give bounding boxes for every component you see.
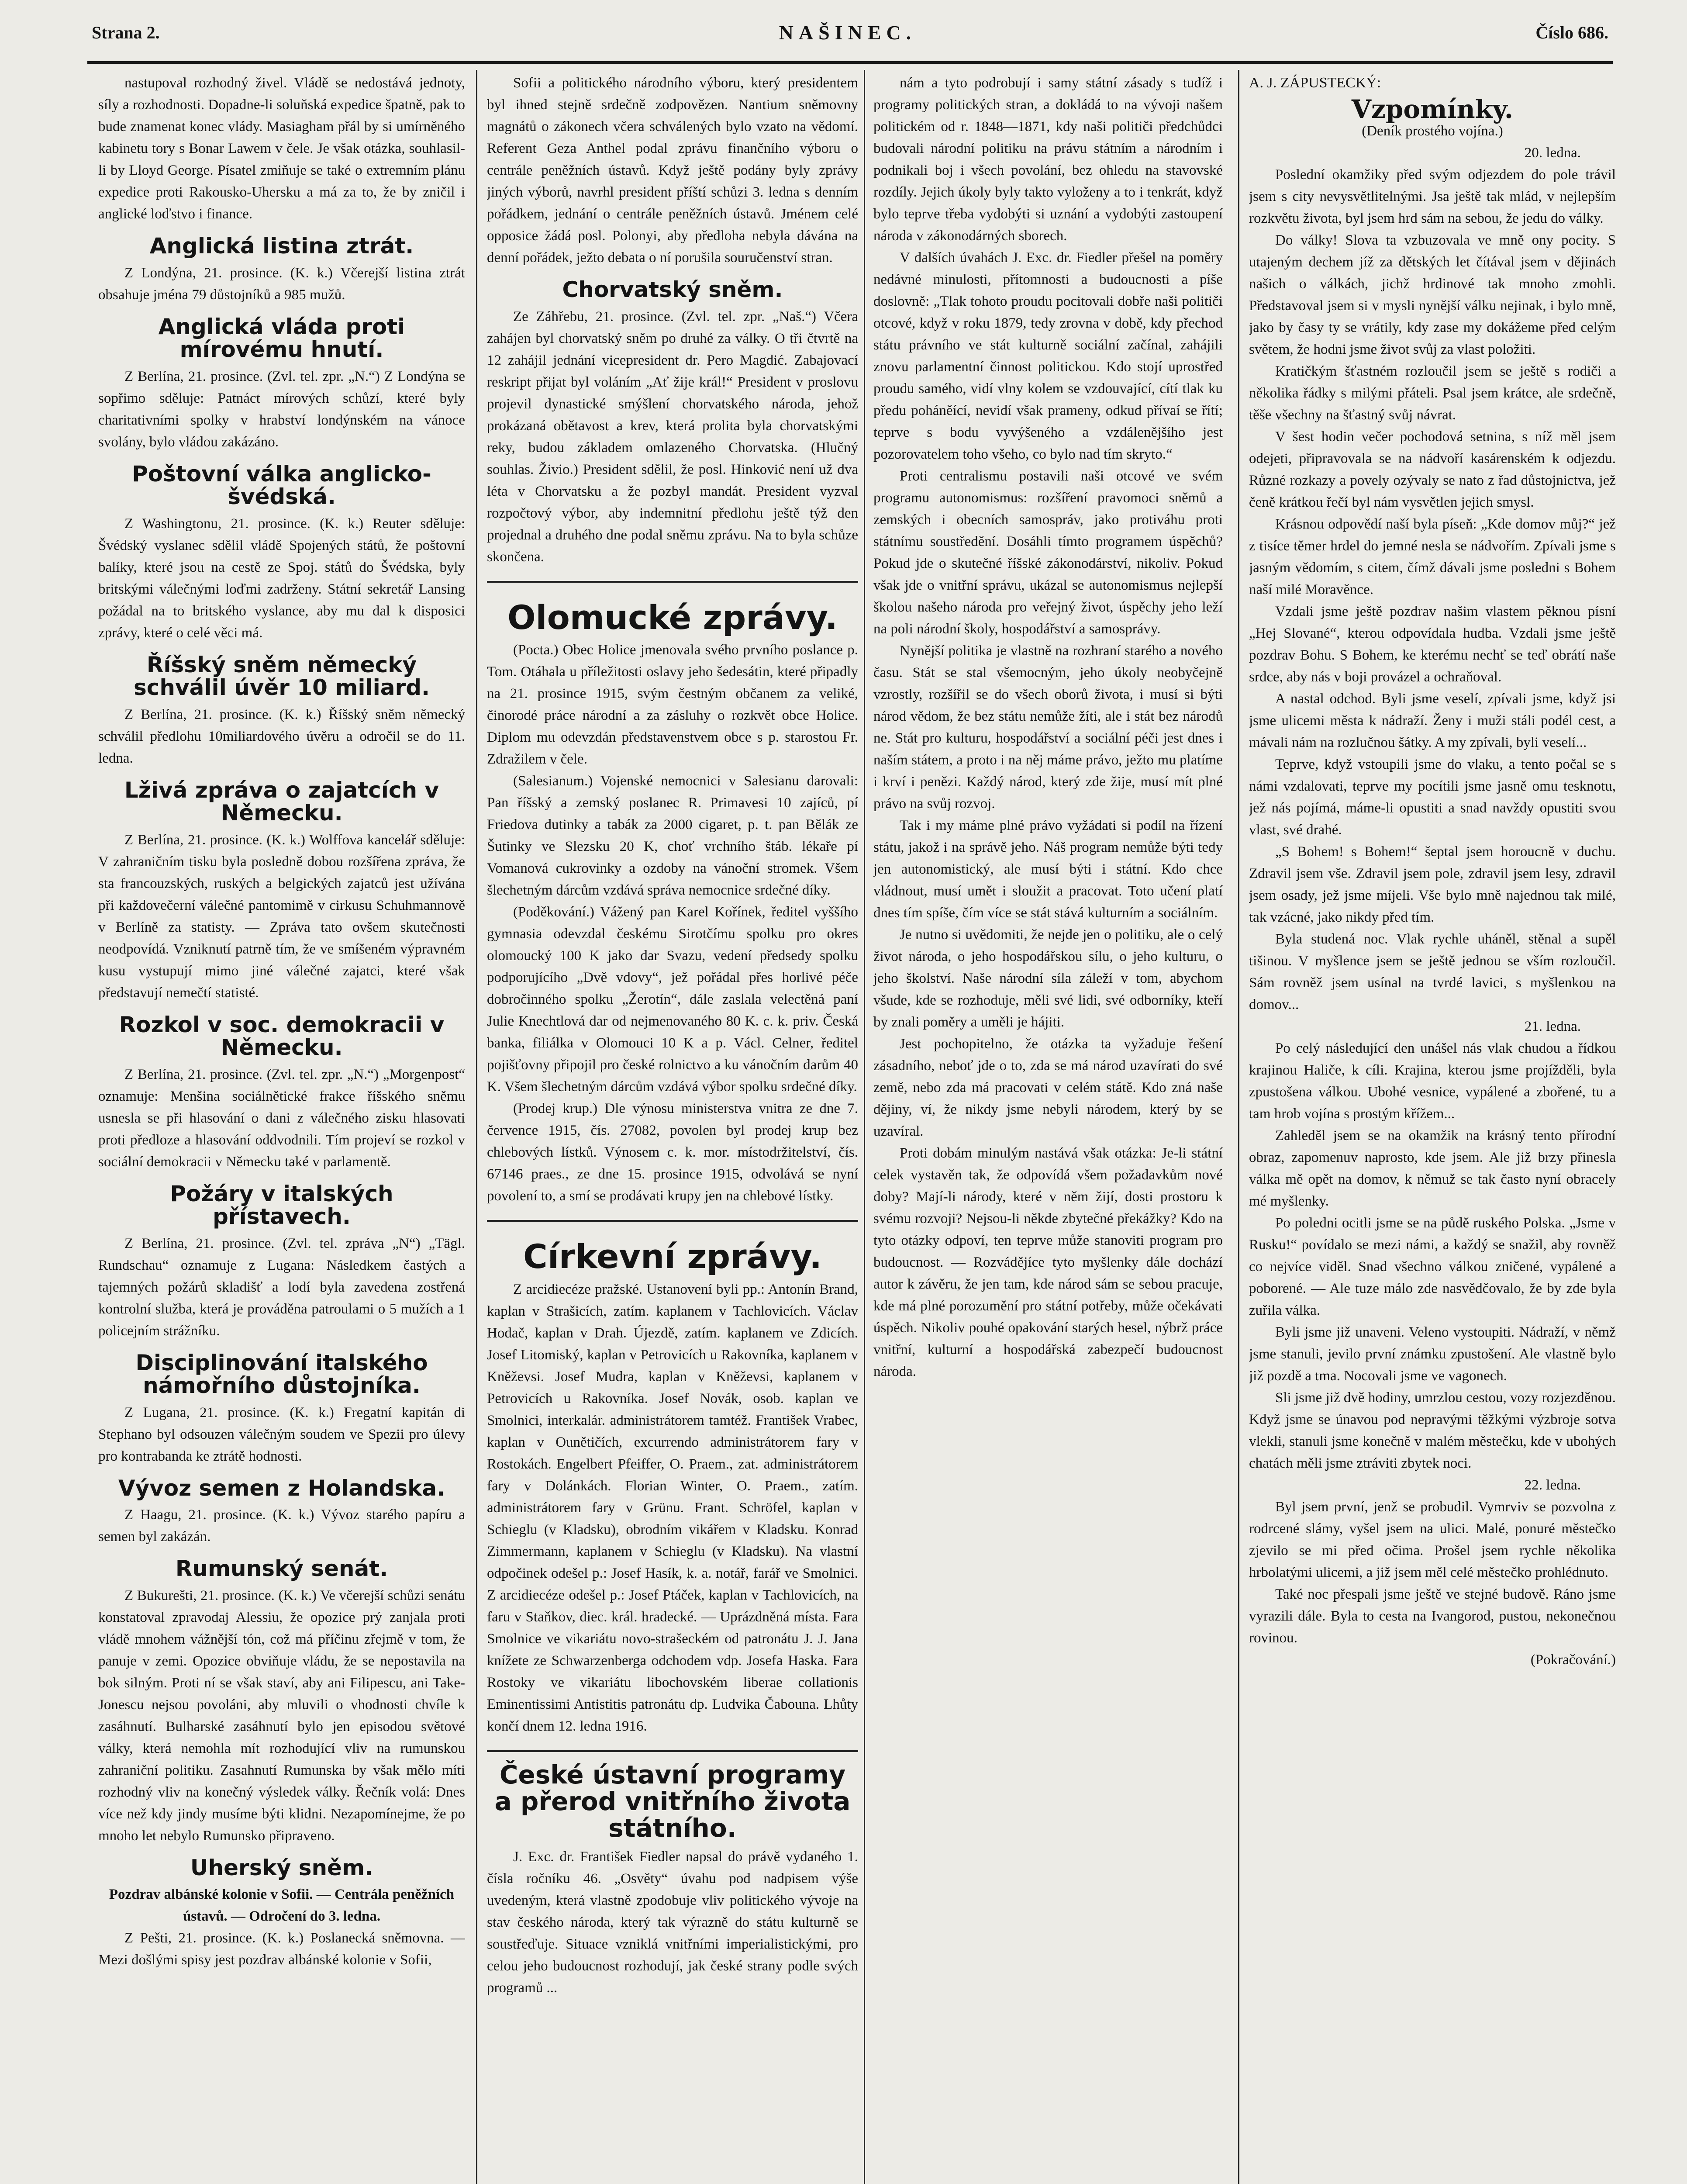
page-header — [92, 6, 1608, 59]
article-text: Z Washingtonu, 21. prosince. (K. k.) Reuter sděluje: Švédský vyslanec sdělil vládě Spojených států, že poštovní balíky, které jsou na cestě ze Spoj. států do Švédska, byly britskými válečnými loďmi zadrženy. Státní sekretář Lansing požádal na to britského vyslance, aby mu dal k disposici zprávy, které o celé věci má. — [98, 515, 465, 641]
article-text: „S Bohem! s Bohem!“ šeptal jsem horoucně v duchu. Zdravil jsem vše. Zdravil jsem pole, zdravil jsem lesy, zdravil jsem osady, jež jsme míjeli. Vše bylo mně najednou tak milé, tak vzácné, jako nikdy před tím. — [1249, 844, 1616, 925]
feuilleton-author: A. J. ZÁPUSTECKÝ: — [1249, 75, 1381, 91]
article-text: Z Berlína, 21. prosince. (Zvl. tel. zpr. „N.“) „Morgenpost“ oznamuje: Menšina sociálnětické frakce říšského sněmu usnesla se při hlasování o dani z válečného zisku hlasovati proti předloze a hlasování oddvodnili. Tím projeví se rozkol v sociální demokracii v Německu také v parlamentě. — [98, 1066, 465, 1170]
article-text: Proti centralismu postavili naši otcové ve svém programu autonomismus: rozšíření pravomoci sněmů a zemských i obecních samospráv, jako protiváhu proti státnímu soustředění. Dosáhli tímto programem úspěchů? Pokud jde o skutečné říšské zákonodárství, nikoliv. Pokud však jde o vnitřní správu, ukázal se autonomismus nejlepší školou našeho národa pro veřejný život, úspěchy jeho leží na poli národní školy, hospodářství a samosprávy. — [873, 468, 1223, 637]
article-text: Z Lugana, 21. prosince. (K. k.) Fregatní kapitán di Stephano byl odsouzen válečným soudem ve Spezii pro úlevy pro kontrabanda ke ztrátě hodnosti. — [98, 1404, 465, 1464]
headline: Rozkol v soc. demokracii v Německu. — [119, 1012, 445, 1060]
article-text: Z Bukurešti, 21. prosince. (K. k.) Ve včerejší schůzi senátu konstatoval zpravodaj Alessiu, že opozice prý zanjala proti vládě mnohem vážnější tón, což má příčinu zřejmě v tom, že panuje v zemi. Opozice obviňuje vládu, že se nepostavila na bok silným. Proti ní se však staví, aby ani Filipescu, ani Take-Jonescu nejsou povoláni, aby mluvili o vhodnosti chvíle k zasáhnutí. Bulharské zasáhnutí bylo jen episodou světové války, která nemohla mít rozhodující vliv na rumunskou zahraniční politiku. Zasahnutí Rumunska by však mělo míti rozhodný vliv na konečný výsledek války. Řečník volá: Dnes více než kdy jindy musíme býti klidni. Nezapomínejme, že po mnoho let nebylo Rumunsko připraveno. — [98, 1587, 465, 1844]
section-rule — [487, 1220, 858, 1222]
column-1 — [98, 72, 465, 2184]
article-text: Kratičkým šťastném rozloučil jsem se ještě s rodiči a několika řádky s milými přáteli. Psal jsem krátce, ale srdečně, těše všechny na šťastný svůj návrat. — [1249, 363, 1616, 423]
article-text: Je nutno si uvědomiti, že nejde jen o politiku, ale o celý život národa, o jeho hospodářskou sílu, o jeho kulturu, o jeho školství. Naše národní síla záleží v tom, abychom všude, kde se rozhoduje, měli své lidi, své odborníky, kteří by znali poměry a uměli je hájiti. — [873, 927, 1223, 1030]
headline: Rumunský senát. — [175, 1556, 388, 1581]
article-text: Z Londýna, 21. prosince. (K. k.) Včerejší listina ztrát obsahuje jména 79 důstojníků a 985 mužů. — [98, 265, 465, 303]
headline: Chorvatský sněm. — [562, 277, 783, 302]
headline: Disciplinování italského námořního důstojníka. — [135, 1350, 428, 1398]
article-text: Proti dobám minulým nastává však otázka: Je-li státní celek vystavěn tak, že odpovídá všem požadavkům nové doby? Mají-li národy, které v něm žijí, dosti prostoru k svému rozvoji? Nejsou-li někde zbytečné překážky? Kdo na tyto otázky odpoví, ten teprve může stanoviti program pro budoucnost. — Rozvádějíce tyto myšlenky dále dochází autor k závěru, že jen tam, kde národ sám se sebou pracuje, kde má plné porozumění pro státní potřeby, může očekávati úspěch. Nikoliv pouhé opakování starých hesel, nýbrž práce vnitřní, kulturní a hospodářská zabezpečí budoucnost národa. — [873, 1145, 1223, 1379]
section-title: Olomucké zprávy. — [507, 598, 838, 637]
column-4 — [1249, 72, 1616, 2184]
article-text: Z Berlína, 21. prosince. (K. k.) Wolffova kancelář sděluje: V zahraničním tisku byla posledně dobou rozšířena zpráva, že sta francouzských, ruských a belgických zajatců jest užívána při každovečerní válečné pantomimě v cirkusu Schuhmannově v Berlíně za statisty. — Zpráva tato ovšem skutečnosti neodpovídá. Vzniknutí patrně tím, že ve smíšeném výpravném kusu vystupují mimo jiné válečné zajatci, které však představují nemečtí statisté. — [98, 832, 465, 1001]
article-text: Byli jsme již unaveni. Veleno vystoupiti. Nádraží, v němž jsme stanuli, jevilo první známku zpustošení. Ale vlastně bylo již pozdě a tma. Nocovali jsme ve vagonech. — [1249, 1324, 1616, 1384]
column-separator — [476, 70, 477, 2184]
article-text: Sofii a politického národního výboru, který presidentem byl ihned stejně srdečně zodpovězen. Nantium sněmovny magnátů o zákonech včera schválených bylo vzato na vědomí. Referent Geza Anthel podal zprávu finančního výboru o centrále peněžních ústavů. Když ještě podány byly zprávy jiných výborů, navrhl president příští schůzi 3. ledna s denním pořádkem, jednání o centrále peněžních ústavů. Jménem celé opposice žádá posl. Polonyi, aby předloha nebyla dávána na denní pořádek, ježto debata o ní porušila souručenství stran. — [487, 75, 858, 266]
diary-date: 20. ledna. — [1524, 145, 1581, 161]
article-text: Z arcidiecéze pražské. Ustanovení byli pp.: Antonín Brand, kaplan v Strašicích, zatím. kaplanem v Tachlovicích. Václav Hodač, kaplan v Drah. Újezdě, zatím. kaplanem ve Zdicích. Josef Litomiský, kaplan v Petrovicích u Rakovníka, kaplanem v Kněževsi. Josef Mudra, kaplan v Kněževsi, kaplanem v Petrovicích u Rakovníka. Josef Novák, osob. kaplan ve Smolnici, interkalár. administrátorem tamtéž. František Vrabec, kaplan v Ounětičích, excurrendo administrátorem fary v Rostokách. Engelbert Pfeiffer, O. Praem., zat. administrátorem fary v Dolánkách. Florian Winter, O. Praem., zatím. administrátorem fary v Grünu. Frant. Schröfel, kaplan v Schieglu (v Kladsku), obrodním vikářem v Kladsku. Konrad Zimmermann, kaplanem v Schieglu (v Kladsku). Na vlastní odpočinek odešel p.: Josef Hasík, k. a. notář, farář ve Smolnici. Z arcidiecéze odešel p.: Josef Ptáček, kaplan v Tachlovicích, na faru v Staňkov, diec. král. hradecké. — Uprázdněná místa. Fara Smolnice ve vikariátu novo-strašeckém od patronátu J. J. Jana knížete ze Schwarzenberga odchodem vdp. Josefa Haska. Fara Rostoky ve vikariátu libochovském liberae collationis Eminentissimi Antistitis patronátu dp. Ludvika Čabouna. Lhůty končí dnem 12. ledna 1916. — [487, 1282, 858, 1735]
article-text: A nastal odchod. Byli jsme veselí, zpívali jsme, když jsi jsme ulicemi města k nádraží. Ženy i muži stáli podél cest, a mávali nám na rozlučnou šátky. A my zpívali, byli veselí... — [1249, 691, 1616, 750]
article-text: Zahleděl jsem se na okamžik na krásný tento přírodní obraz, zapomenuv naprosto, kde jsem. Ale již brzy přinesla válka mě opět na domov, k němuž se tak často nyní obracely mé myšlenky. — [1249, 1128, 1616, 1209]
article-text: (Poděkování.) Vážený pan Karel Kořínek, ředitel vyššího gymnasia odevzdal českému Sirotčímu spolku pro okres olomoucký 100 K jako dar Svazu, vedení předsedy spolku podporujícího „Dvě vdovy“, jež pořádal přes horlivé péče dobročinného spolku „Žerotín“, dále zaslala velectěná paní Julie Knechtlová dar od nejmenovaného 80 K. c. k. priv. Česká banka, filiálka v Olomouci 10 K a p. Václ. Celner, ředitel pojišťovny připojil pro české rolnictvo a ku vánočním darům 40 K. Všem šlechetným dárcům vzdává výbor spolku srdečné díky. — [487, 904, 858, 1095]
article-text: Také noc přespali jsme ještě ve stejné budově. Ráno jsme vyrazili dále. Byla to cesta na Ivangorod, pustou, nekonečnou rovinou. — [1249, 1586, 1616, 1646]
article-text: Sli jsme již dvě hodiny, umrzlou cestou, vozy rozjezděnou. Když jsme se únavou pod nepravými těžkými výzbroje sotva vlekli, stanuli jsme konečně v malém městečku, kde v ubohých chatách měli jsme ztráviti zbytek noci. — [1249, 1390, 1616, 1471]
article-subhead: Pozdrav albánské kolonie v Sofii. — Centrála peněžních ústavů. — Odročení do 3. ledna. — [109, 1887, 455, 1924]
article-text: Z Berlína, 21. prosince. (K. k.) Říšský sněm německý schválil předlohu 10miliardového úvěru a odročil se do 11. ledna. — [98, 706, 465, 766]
diary-date: 22. ledna. — [1524, 1477, 1581, 1493]
article-text: Byla studená noc. Vlak rychle uháněl, stěnal a supěl tišinou. V myšlence jsem se ještě jednou se vším rozloučil. Sám rovněž jsem usínal na tvrdé lavici, s myšlenkou na domov... — [1249, 931, 1616, 1013]
masthead-title: NAŠINEC. — [779, 21, 917, 44]
article-text: Teprve, když vstoupili jsme do vlaku, a tento počal se s námi vzdalovati, teprve my pocítili jsme jasně omu tesknotu, jež nás pojímá, máme-li opustiti a snad navždy opustiti svou vlast, své drahé. — [1249, 757, 1616, 838]
issue-number-label: Číslo 686. — [1535, 22, 1608, 42]
article-text: Tak i my máme plné právo vyžádati si podíl na řízení státu, jakož i na správě jeho. Náš program nemůže býti tedy jen autonomistický, ale musí býti i státní. Kdo chce vládnout, musí umět i sloužit a pracovat. Toto učení platí dnes tím spíše, čím více se stát stává kulturním a sociálním. — [873, 818, 1223, 921]
continued-note: (Pokračování.) — [1530, 1652, 1616, 1668]
article-text: Do války! Slova ta vzbuzovala ve mně ony pocity. S utajeným dechem jíž za dětských let čítával jsem v dějinách našich o válkách, jichž hrdinové tak mnoho zmohli. Představoval jsem si v mysli nynější válku nejinak, i bylo mně, jako by časy ty se vrátily, kdy zase my dokážeme před celým světem, že hodni jsme život svůj za vlast položiti. — [1249, 232, 1616, 357]
feuilleton-title: Vzpomínky. — [1351, 94, 1514, 124]
headline: Uherský sněm. — [190, 1855, 373, 1880]
article-text: Z Berlína, 21. prosince. (Zvl. tel. zpr. „N.“) Z Londýna se sopřimo sděluje: Patnáct mírových schůzí, které byly charitativními spolky v hrabství londýnském na vánoce svolány, bylo vládou zakázáno. — [98, 368, 465, 450]
article-text: Po poledni ocitli jsme se na půdě ruského Polska. „Jsme v Rusku!“ povídalo se mezi námi, a každý se snažil, aby rovněž co nejvíce viděl. Snad všechno válkou zničené, vypálené a poborené. — Ale tuze málo zde nasvědčovalo, že by zde byla zuřila válka. — [1249, 1215, 1616, 1318]
section-rule — [487, 581, 858, 583]
headline: Požáry v italských přístavech. — [170, 1181, 393, 1229]
article-text: V dalších úvahách J. Exc. dr. Fiedler přešel na poměry nedávné minulosti, přítomnosti a budoucnosti a píše doslovně: „Tlak tohoto proudu pocitovali dobře naši političi otcové, když v roku 1879, tedy zrovna v době, kdy přechod státu právního ve stát kulturně sociální začínal, zahájili znovu parlamentní činnost politickou. Kdo stojí uprostřed proudu samého, vidí vlny kolem se vzdouvající, cítí tlak ku předu poháněící, nevidí však prameny, odkud přívaí se řítí; teprve s bodu vyvýšeného a vzdálenějšího jest pozorovatelem toho všeho, co bylo nad tím skryto.“ — [873, 250, 1223, 462]
column-2 — [487, 72, 858, 2184]
article-text: Jest pochopitelno, že otázka ta vyžaduje řešení zásadního, neboť jde o to, zda se má národ uzavírati do své země, nebo zda má pracovati v celém státě. Kdo zná naše dějiny, ví, že nikdy jsme nebyli národem, který by se uzavíral. — [873, 1036, 1223, 1139]
headline: Říšský sněm německý schválil úvěr 10 miliard. — [133, 652, 430, 700]
article-text: Z Haagu, 21. prosince. (K. k.) Vývoz starého papíru a semen byl zakázán. — [98, 1507, 465, 1545]
article-text: Vzdali jsme ještě pozdrav našim vlastem pěknou písní „Hej Slované“, kterou odpovídala hudba. Vzdali jsme ještě pozdrav Bohu. S Bohem, ke kterému nechť se teď obrátí naše srdce, aby nás v boji provázel a ochraňoval. — [1249, 604, 1616, 685]
headline: Poštovní válka anglicko-švédská. — [132, 461, 431, 509]
article-text: Byl jsem první, jenž se probudil. Vymrviv se pozvolna z rodrcené slámy, vyšel jsem na ulici. Malé, ponuré městečko zjevilo se mi před očima. Prošel jsem rychle několika hrbolatými ulicemi, a již jsem měl celé městečko prohlédnuto. — [1249, 1499, 1616, 1580]
article-text: Krásnou odpovědí naší byla píseň: „Kde domov můj?“ jež z tisíce těmer hrdel do jemné nesla se nádvořím. Zpívali jsme s jasným vědomím, s citem, čímž dávali jsme posledni s Bohem naší milé Moravěnce. — [1249, 516, 1616, 598]
diary-date: 21. ledna. — [1524, 1019, 1581, 1034]
article-text: Poslední okamžiky před svým odjezdem do pole trávil jsem s city nevysvětlitelnými. Jsa ještě tak mlád, v nejlepším rozkvětu života, byl jsem hrd sám na sebou, že jedu do války. — [1249, 167, 1616, 226]
headline: Lživá zpráva o zajatcích v Německu. — [124, 777, 439, 826]
section-title: Církevní zprávy. — [523, 1237, 822, 1276]
article-text: V šest hodin večer pochodová setnina, s níž měl jsem odejeti, připravovala se na nádvoří kasárenském k odjezdu. Různé rozkazy a povely ozývaly se nato z řad důstojnictva, jež čeně krátkou řečí byl nám vysvětlen jejich smysl. — [1249, 429, 1616, 510]
article-text: (Prodej krup.) Dle výnosu ministerstva vnitra ze dne 7. července 1915, čís. 27082, povolen byl prodej krup bez chlebových lístků. Výnosem c. k. mor. místodržitelství, čís. 67146 praes., ze dne 15. prosince 1915, odvolává se nyní povolení to, a smí se prodávati krupy jen na chlebové lístky. — [487, 1101, 858, 1204]
article-text: Ze Záhřebu, 21. prosince. (Zvl. tel. zpr. „Naš.“) Včera zahájen byl chorvatský sněm po druhé za války. O tři čtvrtě na 12 zahájil jednání vicepresident dr. Pero Magdić. Zabajovací reskript přijat byl voláním „Ať žije král!“ President v proslovu projevil dynastické smýšlení chorvatského národa, jehož prokázaná obětavost a krev, která prolita byla chorvatskými reky, budou základem omlazeného Chorvatska. (Hlučný souhlas. Živio.) President sdělil, že posl. Hinković není už dva léta v Chorvatsku a že pozbyl mandát. President vyzval rozpočtový výbor, aby indemnitní předlohu ještě týž den projednal a druhého dne podal sněmu zprávu. Na to byla schůze skončena. — [487, 308, 858, 565]
column-3 — [873, 72, 1223, 2184]
headline: Anglická listina ztrát. — [149, 233, 414, 259]
page-number-label: Strana 2. — [92, 22, 160, 42]
article-text: Po celý následující den unášel nás vlak chudou a řídkou krajinou Haliče, k cíli. Krajina, kterou jsme projížděli, byla zpustošena válkou. Ubohé vesnice, vypálené a zbořené, tu a tam hrob vojína s prostým křížem... — [1249, 1040, 1616, 1122]
section-rule — [487, 1750, 858, 1752]
article-text: Z Berlína, 21. prosince. (Zvl. tel. zpráva „N“) „Tägl. Rundschau“ oznamuje z Lugana: Následkem častých a tajemných požárů skladišť a lodí byla zavedena zostřená kontrolní služba, která je prováděna patroulami o 5 mužích a 1 policejním strážníku. — [98, 1235, 465, 1339]
feuilleton-subtitle: (Deník prostého vojína.) — [1362, 123, 1503, 139]
article-text: (Salesianum.) Vojenské nemocnici v Salesianu darovali: Pan říšský a zemský poslanec R. Primavesi 10 zajíců, pí Friedova dutinky a tabák za 2000 cigaret, p. t. pan Bělák ze Šutinky ve Slezsku 20 K, choť vrchního štáb. lékaře pí Vomanová cukrovinky a ozdoby na vánoční stromek. Všem šlechetným dárcům vzdává správa nemocnice srdečné díky. — [487, 773, 858, 898]
article-text: (Pocta.) Obec Holice jmenovala svého prvního poslance p. Tom. Otáhala u příležitosti oslavy jeho šedesátin, které připadly na 21. prosince 1915, svým čestným občanem za veliké, činorodé práce národní a za zásluhy o rozkvět obce Holice. Diplom mu odevzdán představenstvem obce s p. starostou Fr. Zdražilem v čele. — [487, 642, 858, 767]
section-title: České ústavní programy a přerod vnitřního života státního. — [494, 1760, 851, 1843]
header-rule — [87, 61, 1613, 64]
column-separator — [1238, 70, 1239, 2184]
article-text: Z Pešti, 21. prosince. (K. k.) Poslanecká sněmovna. — Mezi došlými spisy jest pozdrav albánské kolonie v Sofii, — [98, 1930, 465, 1968]
article-text: J. Exc. dr. František Fiedler napsal do právě vydaného 1. čísla ročníku 46. „Osvěty“ úvahu pod nadpisem výše uvedeným, která vlastně zpodobuje vliv politického vývoje na stav českého národa, který tak výrazně do státu kulturně se soustřeďuje. Situace vzniklá vnitřními imperialistickými, pro celou jeho budoucnost rozhodují, jak české strany podle svých programů ... — [487, 1849, 858, 1996]
article-text: nastupoval rozhodný živel. Vládě se nedostává jednoty, síly a rozhodnosti. Dopadne-li soluňská expedice špatně, pak to bude znamenat konec vlády. Masiagham přál by si umírněného kabinetu tory s Bonar Lawem v čele. Je však otázka, souhlasil-li by Lloyd George. Písatel zmiňuje se také o extremním plánu expedice proti Rakousko-Uhersku a má za to, že by zničil i anglické loďstvo i finance. — [98, 75, 465, 222]
article-text: nám a tyto podrobují i samy státní zásady s tudíž i programy politických stran, a dokládá to na vývoji našem politickém od r. 1848—1871, kdy naši političi předchůdci budovali národní politiku na právu státním a národním i podnikali boj i všech povolání, bez ohledu na stavovské rozdíly. Jejich úkoly byly takto vyloženy a to i tenkrát, když bylo teprve třeba vydobýti si uznání a vydobýti zastoupení národa v zákonodárných sborech. — [873, 75, 1223, 244]
article-text: Nynější politika je vlastně na rozhraní starého a nového času. Stát se stal všemocným, jeho úkoly neobyčejně vzrostly, rozšířil se do všech oborů života, i musí si býti národ vědom, že bez státu nemůže žíti, ale i stát bez národů ne. Stát pro kulturu, hospodářství a sociální péči jest dnes i naším státem, a proto i na něj máme právo, ježto mu platíme i krví i penězi. Každý národ, který zde žije, musí mít plné právo na svůj rozvoj. — [873, 643, 1223, 812]
headline: Anglická vláda proti mírovému hnutí. — [158, 314, 405, 362]
column-separator — [864, 70, 865, 2184]
headline: Vývoz semen z Holandska. — [118, 1475, 445, 1501]
